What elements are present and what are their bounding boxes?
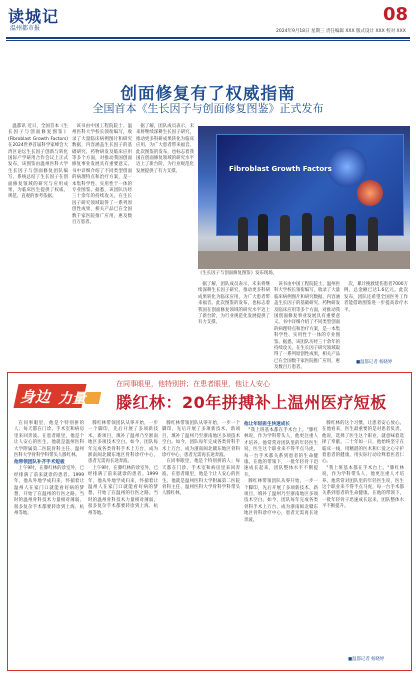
article-headline: 创面修复有了权威指南: [120, 84, 296, 103]
cell-graphic: [327, 147, 367, 187]
badge-text-1: 身边: [20, 388, 51, 406]
masthead: [0, 0, 416, 45]
dateline: 2024年9月18日 星期三 责任编辑 XXX 版式设计 XXX 校对 XXX: [276, 29, 406, 34]
article-byline: ■温都记者 杨晓婷: [356, 360, 393, 365]
section-heading: 他带领团队补齐手术短板: [14, 460, 65, 466]
feature-column-5: 滕红林的这个习惯，让患者安心放心。在他看来，医生最重要的是对患者负责。他说，选择了医生这个职业，就意味着选择了奉献。二十年如一日，他始终坚守在临床一线，用精湛的医术和仁爱之心守护着患者的健康，用实际行动诠释着医者仁心。 "我上班基本都在手术台上。"滕红林说，作为学科带头人，他更注重人才培养。他常常对团队里的年轻医生说，医生这个职业来不得半点马虎，每一台手术都关系到患者的生命健康。在他的带领下，一批年轻骨干迅速成长起来，团队整体水平不断提升。: [322, 421, 404, 510]
photo-caption: 《生长因子与创面修复图鉴》发布现场。: [198, 271, 278, 276]
masthead-title: 读城记: [8, 7, 60, 26]
event-photo: [198, 126, 410, 269]
column-badge: [16, 380, 100, 412]
article-column-5: 该书由中国工程院院士、温州医科大学校长领衔编写，收录了大量临床病例图片和研究数据，内容涵盖生长因子的基础研究、药物研发及临床应用等多个方面，对推动我国创面修复事业发展具有重要意义。书中详细介绍了不同类型创面的病理特点和治疗方案，是一本集科学性、实用性于一体的专业图鉴。据悉，该团队历经三十余年的持续攻关，在生长因子研究领域取得了一系列原创性成果，相关产品已在全国数千家医院推广应用，惠及数百万患者。: [274, 282, 340, 371]
article-column-6: 次，累计挽救烧伤患者7000万例，总金额已达1.6亿元。此次发布，团队还希望全国医务工作者能借助图鉴进一步提高诊疗水平。: [344, 282, 408, 313]
feature-kicker: 在同事眼里，他特别拼；在患者眼里，他让人安心: [116, 380, 270, 388]
feature-byline: ■温都记者 杨晓婷: [348, 657, 385, 662]
badge-text-2: 力量: [58, 391, 86, 407]
feature-column-4: 他让年轻医生快速成长 "我上班基本都在手术台上。"滕红林说，作为学科带头人，他更注重人才培养。他常常对团队里的年轻医生说，医生这个职业来不得半点马虎，每一台手术都关系到患者的生命健康。在他的带领下，一批年轻骨干迅速成长起来，团队整体水平不断提升。 滕红林带领团队从零开始，一步一个脚印，先后开展了多项新技术、新项目，填补了温州乃至浙南地区多项技术空白。如今，团队每年完成各类骨科手术上万台，成为浙南闽北赣东地区骨科诊疗中心，患者无需再长途奔波。: [244, 422, 318, 523]
feature-column-2: 滕红林带领团队从零开始，一步一个脚印，先后开展了多项新技术、新项目，填补了温州乃至浙南地区多项技术空白。如今，团队每年完成各类骨科手术上万台，成为浙南闽北赣东地区骨科诊疗中心，患者无需再长途奔波。 上午9时，在滕红林的诊室外，已经排满了前来就诊的患者。1999年，他从外地学成归来，怀揣着让温州人在家门口就能看好病的梦想，开始了在温州的行医之路。当时的温州骨科技术力量相对薄弱，很多复杂手术都要转诊到上海、杭州等地。: [88, 421, 158, 516]
masthead-subtitle: 温州都市报: [10, 25, 41, 32]
article-column-4: 据了解，团队成员表示，未来将继续深耕生长因子研究，推动更多科研成果转化为临床应用，为广大患者带来福音。此次图鉴的发布，也标志着我国在创面修复领域的研究水平迈上了新台阶，为行业规范化发展提供了有力支撑。: [198, 282, 270, 326]
feature-headline: 滕红林：20年拼搏补上温州医疗短板: [116, 393, 387, 412]
stage-floor: [198, 251, 410, 269]
section-heading: 他让年轻医生快速成长: [244, 422, 290, 427]
feature-box: [7, 372, 412, 671]
cell-graphic-2: [357, 180, 383, 206]
page-number: 08: [382, 4, 408, 25]
article-column-3: 据了解，团队成员表示，未来将继续深耕生长因子研究，推动更多科研成果转化为临床应用，为广大患者带来福音。此次图鉴的发布，也标志着我国在创面修复领域的研究水平迈上了新台阶，为行业规范化发展提供了有力支撑。: [136, 124, 194, 174]
article-subheadline: 全国首本《生长因子与创面修复图鉴》正式发布: [92, 102, 324, 115]
screen-text: Fibroblast Growth Factors: [229, 165, 332, 173]
header-rule: [6, 37, 410, 39]
article-column-2: 该书由中国工程院院士、温州医科大学校长领衔编写，收录了大量临床病例图片和研究数据，内容涵盖生长因子的基础研究、药物研发及临床应用等多个方面，对推动我国创面修复事业发展具有重要意义。书中详细介绍了不同类型创面的病理特点和治疗方案，是一本集科学性、实用性于一体的专业图鉴。据悉，该团队历经三十余年的持续攻关，在生长因子研究领域取得了一系列原创性成果，相关产品已在全国数千家医院推广应用，惠及数百万患者。: [72, 124, 132, 226]
header-rule-thin: [6, 40, 410, 41]
feature-column-3: 滕红林带领团队从零开始，一步一个脚印，先后开展了多项新技术、新项目，填补了温州乃至浙南地区多项技术空白。如今，团队每年完成各类骨科手术上万台，成为浙南闽北赣东地区骨科诊疗中心，患者无需再长途奔波。 在同事眼里，他是个特别拼的人；每天都在门诊、手术室和病房里来回奔波。在患者眼里，他是个让人安心的医生。他就是温州医科大学附属第二医院骨科主任、温州医科大学骨科学科带头人滕红林。: [162, 421, 240, 497]
feature-column-1: 在同事眼里，他是个特别拼的人；每天都在门诊、手术室和病房里来回奔波。在患者眼里，他是个让人安心的医生。他就是温州医科大学附属第二医院骨科主任、温州医科大学骨科学科带头人滕红林。 他带领团队补齐手术短板 上午9时，在滕红林的诊室外，已经排满了前来就诊的患者。1999年，他从外地学成归来，怀揣着让温州人在家门口就能看好病的梦想，开始了在温州的行医之路。当时的温州骨科技术力量相对薄弱，很多复杂手术都要转诊到上海、杭州等地。: [14, 421, 84, 517]
article-column-1: 温都讯 近日，全国首本《生长因子与创面修复图鉴》(Fibroblast Growth Factors)在2024世界首届科学家峰会大湾区论坛生长因子创新与转化国际产学研用合作会议上正式发布，该图鉴由温州医科大学生长因子与创面修复团队编写，系统总结了生长因子在创面修复领域的研究与应用成果，为临床医生提供了权威、规范、直观的参考依据。: [8, 124, 68, 200]
